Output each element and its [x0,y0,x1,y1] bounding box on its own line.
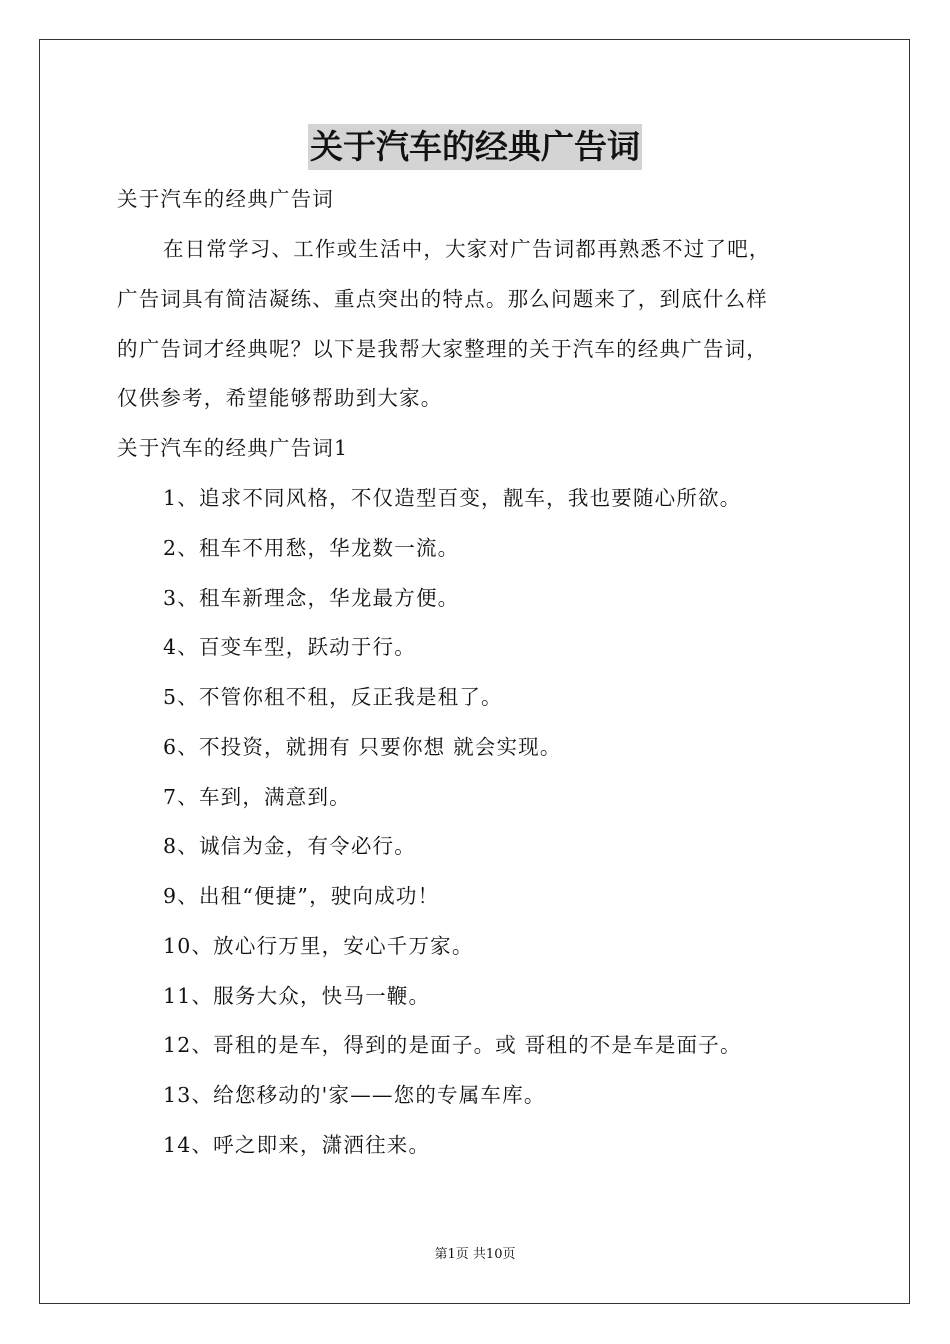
list-item: 5、不管你租不租，反正我是租了。 [163,685,503,709]
list-item: 3、租车新理念，华龙最方便。 [163,586,460,610]
list-item: 2、租车不用愁，华龙数一流。 [163,536,460,560]
list-item: 14、呼之即来，潇洒往来。 [163,1133,431,1157]
document-subtitle: 关于汽车的经典广告词 [117,187,334,211]
list-item: 8、诚信为金，有令必行。 [163,834,416,858]
title-container [0,124,950,170]
list-item: 1、追求不同风格，不仅造型百变，靓车，我也要随心所欲。 [163,486,742,510]
list-item: 13、给您移动的'家——您的专属车库。 [163,1083,546,1107]
intro-line: 仅供参考，希望能够帮助到大家。 [117,386,443,410]
page-footer: 第1页 共10页 [434,1247,516,1262]
intro-line: 广告词具有简洁凝练、重点突出的特点。那么问题来了，到底什么样 [117,287,768,311]
page-border [39,39,910,1304]
list-item: 11、服务大众，快马一鞭。 [163,984,431,1008]
list-item: 12、哥租的是车，得到的是面子。或 哥租的不是车是面子。 [163,1033,742,1057]
list-item: 6、不投资，就拥有 只要你想 就会实现。 [163,735,562,759]
intro-line: 在日常学习、工作或生活中，大家对广告词都再熟悉不过了吧， [163,237,771,261]
list-item: 10、放心行万里，安心千万家。 [163,934,474,958]
intro-line: 的广告词才经典呢？以下是我帮大家整理的关于汽车的经典广告词， [117,337,768,361]
list-item: 9、出租“便捷”，驶向成功！ [163,884,440,908]
list-item: 7、车到，满意到。 [163,785,351,809]
section-heading: 关于汽车的经典广告词1 [117,436,349,460]
list-item: 4、百变车型，跃动于行。 [163,635,416,659]
document-title: 关于汽车的经典广告词 [308,124,642,170]
